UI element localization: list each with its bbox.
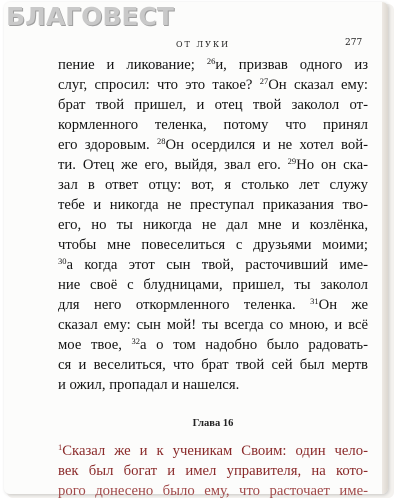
text-line: [58, 55, 368, 75]
text-line: [58, 255, 368, 275]
verse-text: мое твое,: [58, 337, 132, 353]
verse-text: Он же: [318, 297, 368, 313]
text-line: [58, 235, 368, 255]
verse-text: слуг, спросил: что это такое?: [58, 77, 260, 93]
text-line: [58, 175, 368, 195]
chapter-heading: Глава 16: [192, 418, 234, 429]
verse-text: его, но ты никогда не дал мне и козлёнка,: [58, 217, 368, 233]
verse-text: для него откормленного теленка.: [58, 297, 311, 313]
text-line: [58, 75, 368, 95]
verse-text: ние своё с блудницами, пришел, ты заколол: [58, 277, 368, 293]
verse-text: брат твой пришел, и отец твой заколол от-: [58, 97, 368, 113]
verse-text: тебе и никогда не преступал приказания тво-: [58, 197, 368, 213]
verse-text: и ожил, пропадал и нашелся.: [58, 377, 240, 393]
verse-text: Он осердился и не хотел вой-: [165, 137, 368, 153]
text-line: [58, 215, 368, 235]
text-line: [58, 295, 368, 315]
text-line: [58, 355, 368, 375]
page-edge: [382, 2, 388, 494]
text-line: [58, 375, 368, 395]
verse-number: 26: [206, 56, 216, 66]
verse-text: Но он ска-: [296, 157, 368, 173]
verse-text: Он сказал ему:: [268, 77, 368, 93]
verse-text: его здоровым.: [58, 137, 157, 153]
text-line: [58, 95, 368, 115]
text-line: [58, 195, 368, 215]
verse-text: и, призвав одного из: [215, 57, 368, 73]
text-line: [58, 155, 368, 175]
verse-number: 28: [157, 136, 166, 146]
page-number: 277: [345, 38, 363, 48]
text-line: [58, 461, 368, 481]
text-line: [58, 441, 368, 461]
verse-text: сказал ему: сын мой! ты всегда со мною, и всё: [58, 317, 368, 333]
verse-text: а когда этот сын твой, расточивший име-: [66, 257, 368, 273]
verse-number: 1: [58, 442, 63, 452]
verse-text: рого донесено было ему, что расточает име-: [58, 483, 368, 499]
text-line: [58, 275, 368, 295]
verse-text: век был богат и имел управителя, на кото-: [58, 463, 368, 479]
verse-text: Сказал же и к ученикам Своим: один чело-: [62, 443, 368, 459]
verse-number: 29: [287, 156, 297, 166]
verse-number: 30: [58, 256, 67, 266]
watermark-logo: БЛАГОВЕСТ: [6, 2, 174, 31]
verse-text: а о том надобно было радовать-: [140, 337, 368, 353]
text-line: [58, 481, 368, 500]
text-line: [58, 315, 368, 335]
verse-number: 31: [310, 296, 319, 306]
text-line: [58, 115, 368, 135]
verse-number: 32: [131, 336, 141, 346]
verse-text: пение и ликование;: [58, 57, 207, 73]
verse-text: кормленного теленка, потому что принял: [58, 117, 368, 133]
verse-text: ся и веселиться, что брат твой сей был мертв: [58, 357, 368, 373]
verse-text: ти. Отец же его, выйдя, звал его.: [58, 157, 288, 173]
text-line: [58, 335, 368, 355]
running-head: ОТ ЛУКИ: [176, 40, 231, 49]
verse-text: чтобы мне повеселиться с друзьями моими;: [58, 237, 368, 253]
scripture-paragraph: [58, 55, 368, 395]
verse-text: зал в ответ отцу: вот, я столько лет служу: [58, 177, 368, 193]
text-line: [58, 135, 368, 155]
verse-number: 27: [259, 76, 269, 86]
chapter-opening-text: [58, 441, 368, 500]
